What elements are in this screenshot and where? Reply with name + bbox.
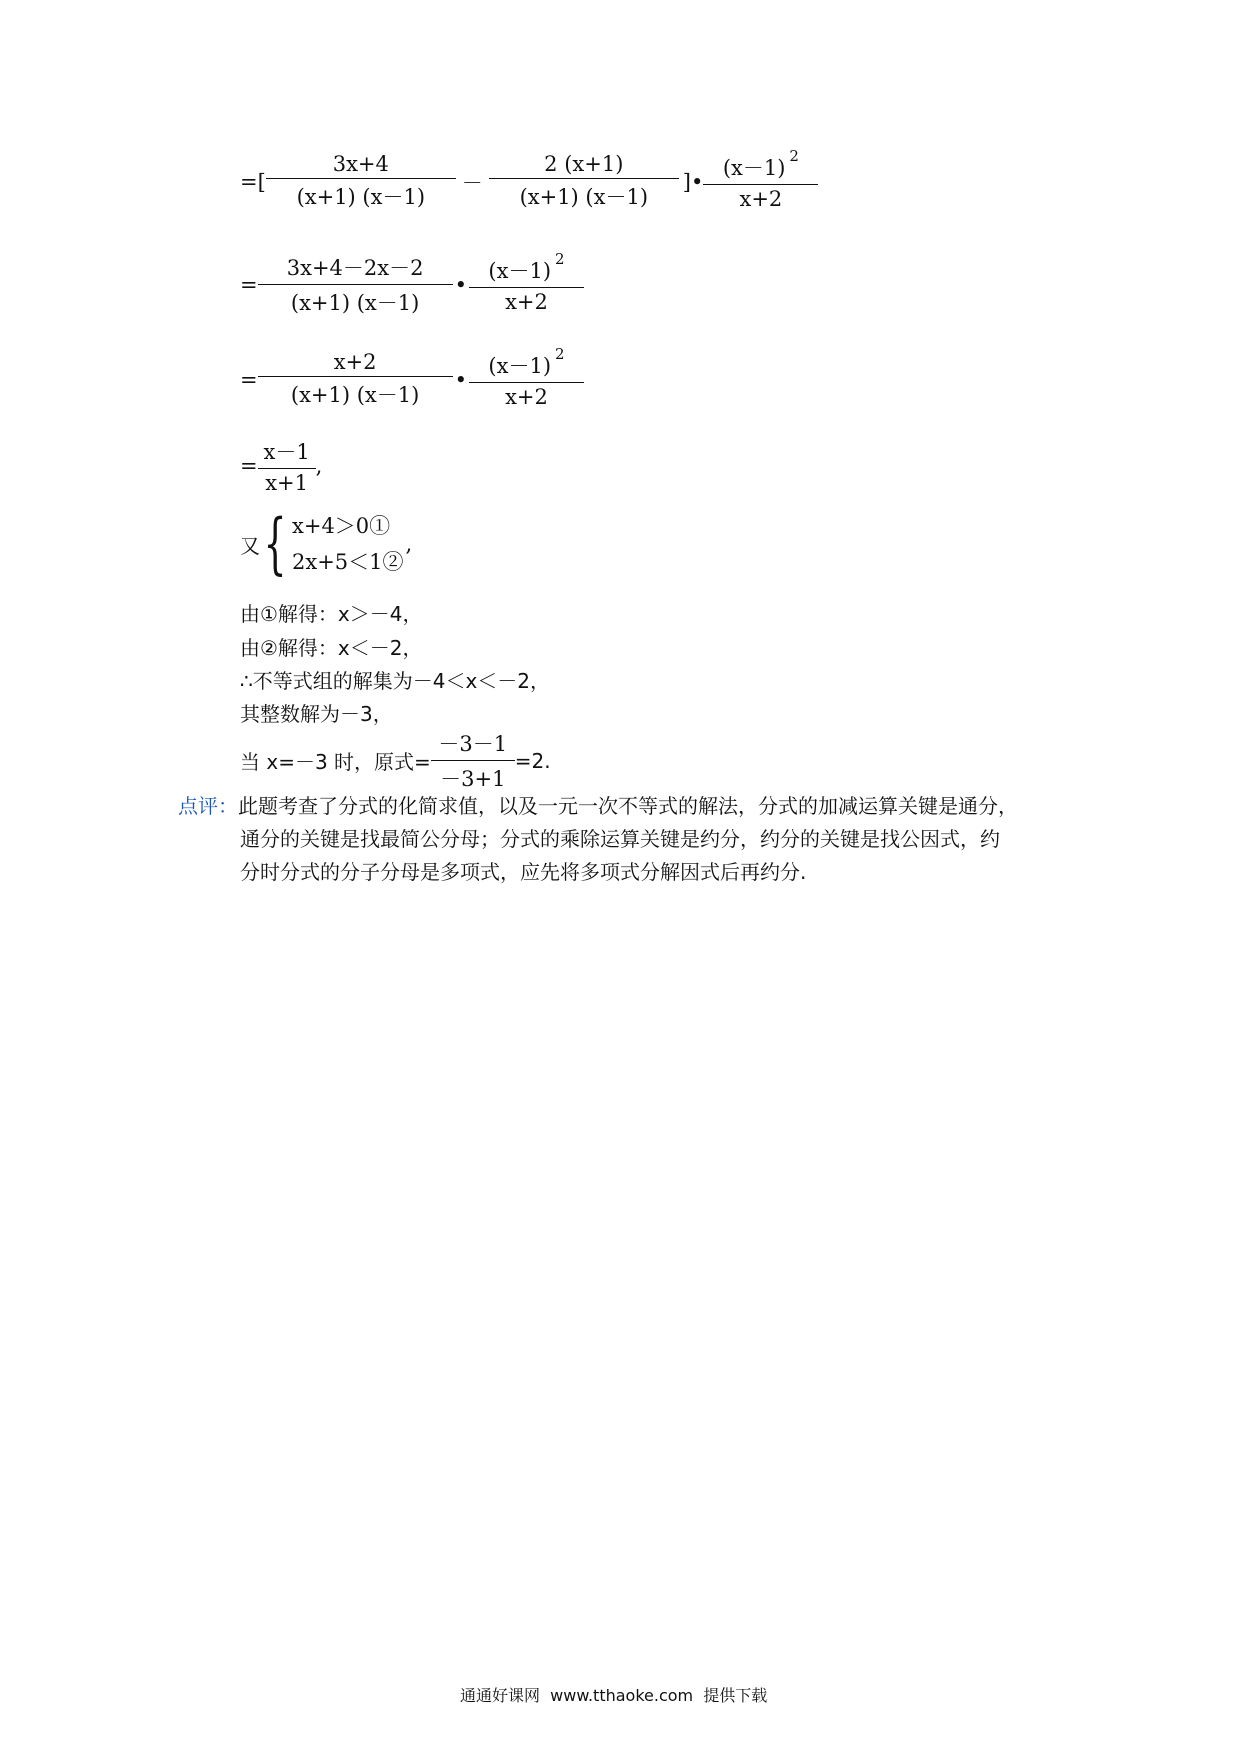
solution-line-1: 由①解得：x＞－4，	[240, 602, 423, 626]
system-lines	[292, 508, 404, 580]
denominator: x+2	[469, 287, 584, 314]
numerator: (x－1)	[488, 354, 552, 378]
denominator: x+2	[703, 184, 818, 211]
minus-sign: －	[461, 170, 483, 195]
inequality-1: x+4＞0①	[292, 514, 391, 538]
fraction-1	[266, 152, 456, 211]
system-lead: 又	[240, 533, 260, 558]
fraction-1	[258, 350, 453, 409]
comment-line-2: 通分的关键是找最简公分母；分式的乘除运算关键是约分，约分的关键是找公因式，约	[240, 827, 1000, 851]
fraction-2	[489, 152, 679, 211]
step-2	[240, 252, 584, 317]
solution-line-3: ∴不等式组的解集为－4＜x＜－2，	[240, 669, 551, 693]
bracket-close-dot: ]•	[682, 169, 704, 194]
step-1-prefix: =[	[240, 169, 266, 194]
page-footer: 通通好课网 www.tthaoke.com 提供下载	[460, 1686, 768, 1705]
fraction-1	[258, 252, 453, 317]
step-3	[240, 345, 584, 409]
numerator: x－1	[263, 440, 310, 464]
denominator: (x+1) (x－1)	[266, 178, 456, 211]
numerator: (x－1)	[488, 259, 552, 283]
numerator: 3x+4－2x－2	[286, 256, 424, 280]
final-result: =2.	[514, 748, 551, 773]
solution-line-2: 由②解得：x＜－2，	[240, 636, 423, 660]
comment-label: 点评：	[178, 794, 238, 818]
denominator: (x+1) (x－1)	[489, 178, 679, 211]
system-comma: ,	[405, 532, 413, 556]
denominator: x+1	[258, 468, 316, 495]
fraction-2	[469, 345, 584, 409]
result-fraction	[258, 436, 316, 495]
denominator: (x+1) (x－1)	[258, 376, 453, 409]
final-fraction	[431, 728, 515, 793]
denominator: (x+1) (x－1)	[258, 284, 453, 317]
final-prefix: 当 x=－3 时，原式=	[240, 750, 431, 774]
step-4-prefix: =	[240, 453, 258, 478]
comment-line-3: 分时分式的分子分母是多项式，应先将多项式分解因式后再约分.	[240, 860, 807, 884]
numerator: (x－1)	[722, 156, 786, 180]
comment-block	[178, 790, 1018, 889]
numerator: 2 (x+1)	[544, 152, 624, 176]
numerator: x+2	[333, 350, 377, 374]
numerator: －3－1	[438, 732, 508, 756]
comment-line-1: 此题考查了分式的化简求值，以及一元一次不等式的解法，分式的加减运算关键是通分，	[238, 794, 1018, 818]
inequality-2: 2x+5＜1②	[292, 550, 404, 574]
exponent: 2	[789, 147, 799, 165]
step-1	[240, 147, 818, 211]
denominator: －3+1	[431, 760, 515, 793]
step-3-prefix: =	[240, 367, 258, 392]
left-brace: {	[263, 505, 287, 582]
numerator: 3x+4	[332, 152, 389, 176]
denominator: x+2	[469, 382, 584, 409]
inequality-system	[240, 505, 413, 582]
final-evaluation	[240, 728, 551, 793]
comma: ,	[315, 453, 323, 478]
step-4	[240, 436, 322, 495]
multiply-dot: •	[454, 272, 467, 297]
step-2-prefix: =	[240, 272, 258, 297]
exponent: 2	[555, 345, 565, 363]
multiply-dot: •	[454, 367, 467, 392]
exponent: 2	[555, 250, 565, 268]
fraction-2	[469, 250, 584, 314]
solution-line-4: 其整数解为－3，	[240, 702, 393, 726]
fraction-3	[703, 147, 818, 211]
